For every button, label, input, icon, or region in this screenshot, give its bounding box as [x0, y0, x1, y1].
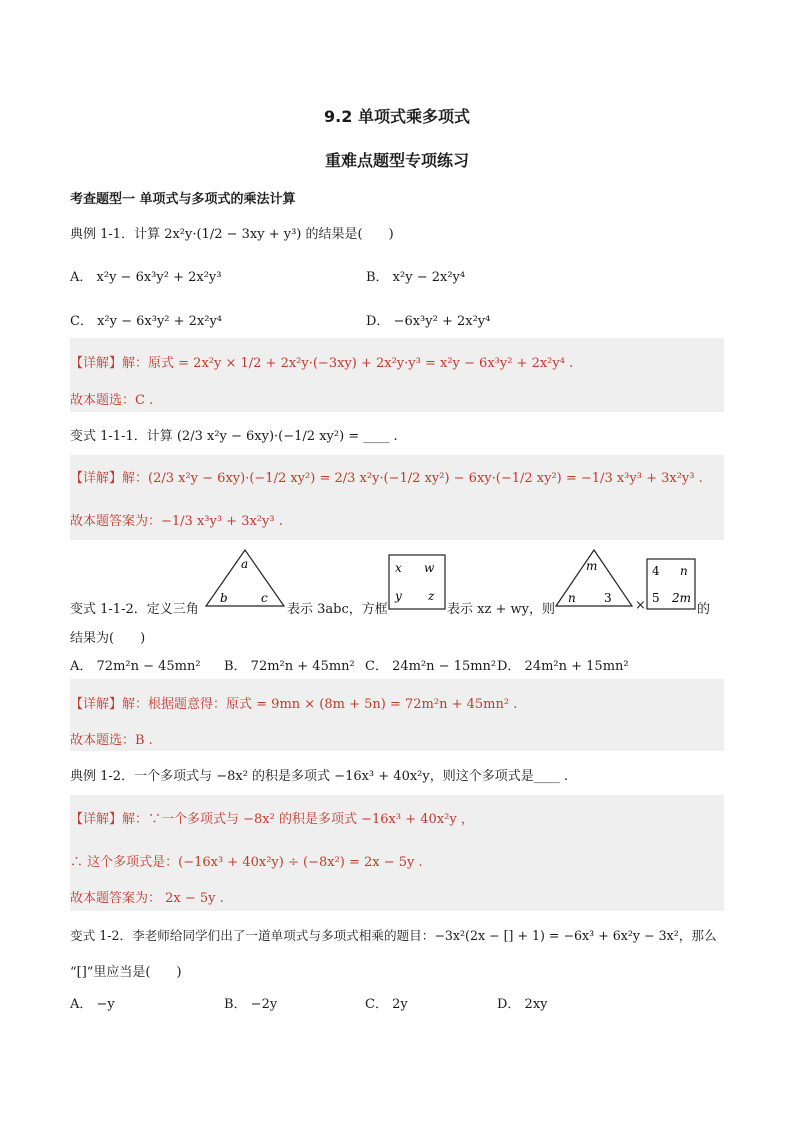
triangle-label-a: a: [241, 557, 249, 571]
box-label-w: w: [424, 561, 435, 575]
variant-1-1-2-option-b: B． 72m²n + 45mn²: [224, 659, 355, 674]
detail-text: 解：(2/3 x²y − 6xy)·(−1/2 xy²) = 2/3 x²y·(−1/2 xy²) − 6xy·(−1/2 xy²) = −1/3 x³y³ + 3x²y³ .: [122, 471, 703, 486]
variant-1-1-1-question: 变式 1-1-1．计算 (2/3 x²y − 6xy)·(−1/2 xy²) = ____ .: [70, 429, 398, 444]
variant-1-1-2-part3: 表示 xz + wy，则: [447, 602, 555, 617]
variant-1-2-option-a: A． −y: [70, 997, 115, 1012]
box-figure-4n52m: [646, 558, 696, 610]
detail-tag: 【详解】: [70, 812, 123, 827]
variant-1-1-1-detail: [70, 467, 703, 486]
triangle-label-b: b: [220, 591, 228, 605]
variant-1-2-question-line2: “[]”里应当是( ): [70, 965, 182, 980]
times-sign: ×: [635, 598, 646, 613]
triangle-label-3: 3: [604, 591, 612, 605]
detail-text: 解：根据题意得：原式 = 9mn × (8m + 5n) = 72m²n + 45mn² .: [122, 697, 518, 712]
example-1-2-question: 典例 1-2．一个多项式与 −8x² 的积是多项式 −16x³ + 40x²y，则这个多项式是____ .: [70, 769, 568, 784]
example-1-1-question: 典例 1-1．计算 2x²y·(1/2 − 3xy + y³) 的结果是( ): [70, 227, 394, 242]
variant-1-2-question-line1: 变式 1-2．李老师给同学们出了一道单项式与多项式相乘的题目：−3x²(2x − [] + 1) = −6x³ + 6x²y − 3x²，那么: [70, 928, 717, 943]
detail-text: 解：∵一个多项式与 −8x² 的积是多项式 −16x³ + 40x²y ，: [122, 812, 474, 827]
example-1-1-detail: [70, 352, 573, 371]
example-1-1-answer: 故本题选：C .: [70, 393, 154, 408]
variant-1-1-1-answer: 故本题答案为：−1/3 x³y³ + 3x²y³ .: [70, 514, 283, 529]
box-figure-xwyz: [388, 554, 446, 610]
variant-1-1-2-option-d: D． 24m²n + 15mn²: [497, 659, 629, 674]
variant-1-1-2-option-a: A． 72m²n − 45mn²: [70, 659, 201, 674]
triangle-label-c: c: [261, 591, 268, 605]
box-label-x: x: [395, 561, 402, 575]
example-1-1-option-b: B． x²y − 2x²y⁴: [366, 270, 466, 285]
example-1-2-detail-line1: [70, 808, 474, 827]
triangle-label-n: n: [568, 591, 576, 605]
box-label-5: 5: [652, 591, 660, 605]
example-1-1-option-d: D． −6x³y² + 2x²y⁴: [366, 314, 491, 329]
variant-1-2-option-c: C． 2y: [365, 997, 408, 1012]
example-1-1-solution-box: [70, 338, 724, 412]
box-label-n: n: [680, 564, 688, 578]
variant-1-2-option-d: D． 2xy: [497, 997, 548, 1012]
triangle-figure-abc: [204, 548, 286, 610]
example-1-1-option-c: C． x²y − 6x³y² + 2x²y⁴: [70, 314, 223, 329]
example-1-1-option-a: A． x²y − 6x³y² + 2x²y³: [70, 270, 222, 285]
variant-1-1-2-detail: [70, 693, 517, 712]
detail-tag: 【详解】: [70, 356, 123, 371]
variant-1-1-2-line2: 结果为( ): [70, 631, 146, 646]
example-1-2-answer: 故本题答案为： 2x − 5y .: [70, 891, 224, 906]
box-label-z: z: [428, 589, 435, 603]
variant-1-1-2-answer: 故本题选：B .: [70, 733, 153, 748]
page-title: 9.2 单项式乘多项式: [324, 107, 470, 126]
variant-1-1-2-part1: 变式 1-1-2．定义三角: [70, 602, 199, 617]
detail-tag: 【详解】: [70, 697, 123, 712]
variant-1-1-2-part2: 表示 3abc，方框: [287, 602, 388, 617]
triangle-figure-mn3: [554, 548, 634, 610]
variant-1-1-2-solution-box: [70, 679, 724, 751]
example-1-2-detail-line2: ∴ 这个多项式是：(−16x³ + 40x²y) ÷ (−8x²) = 2x − 5y .: [70, 855, 423, 870]
page-subtitle: 重难点题型专项练习: [324, 151, 469, 170]
variant-1-1-2-option-c: C． 24m²n − 15mn²: [365, 659, 497, 674]
triangle-label-m: m: [586, 559, 598, 573]
detail-text: 解：原式 = 2x²y × 1/2 + 2x²y·(−3xy) + 2x²y·y³ = x²y − 6x³y² + 2x²y⁴ .: [122, 356, 574, 371]
box-label-4: 4: [652, 564, 660, 578]
box-label-y: y: [395, 589, 402, 603]
box-label-2m: 2m: [672, 591, 692, 605]
variant-1-2-option-b: B． −2y: [224, 997, 278, 1012]
detail-tag: 【详解】: [70, 471, 123, 486]
variant-1-1-2-part4: 的: [697, 602, 711, 617]
section-heading: 考查题型一 单项式与多项式的乘法计算: [70, 192, 296, 207]
